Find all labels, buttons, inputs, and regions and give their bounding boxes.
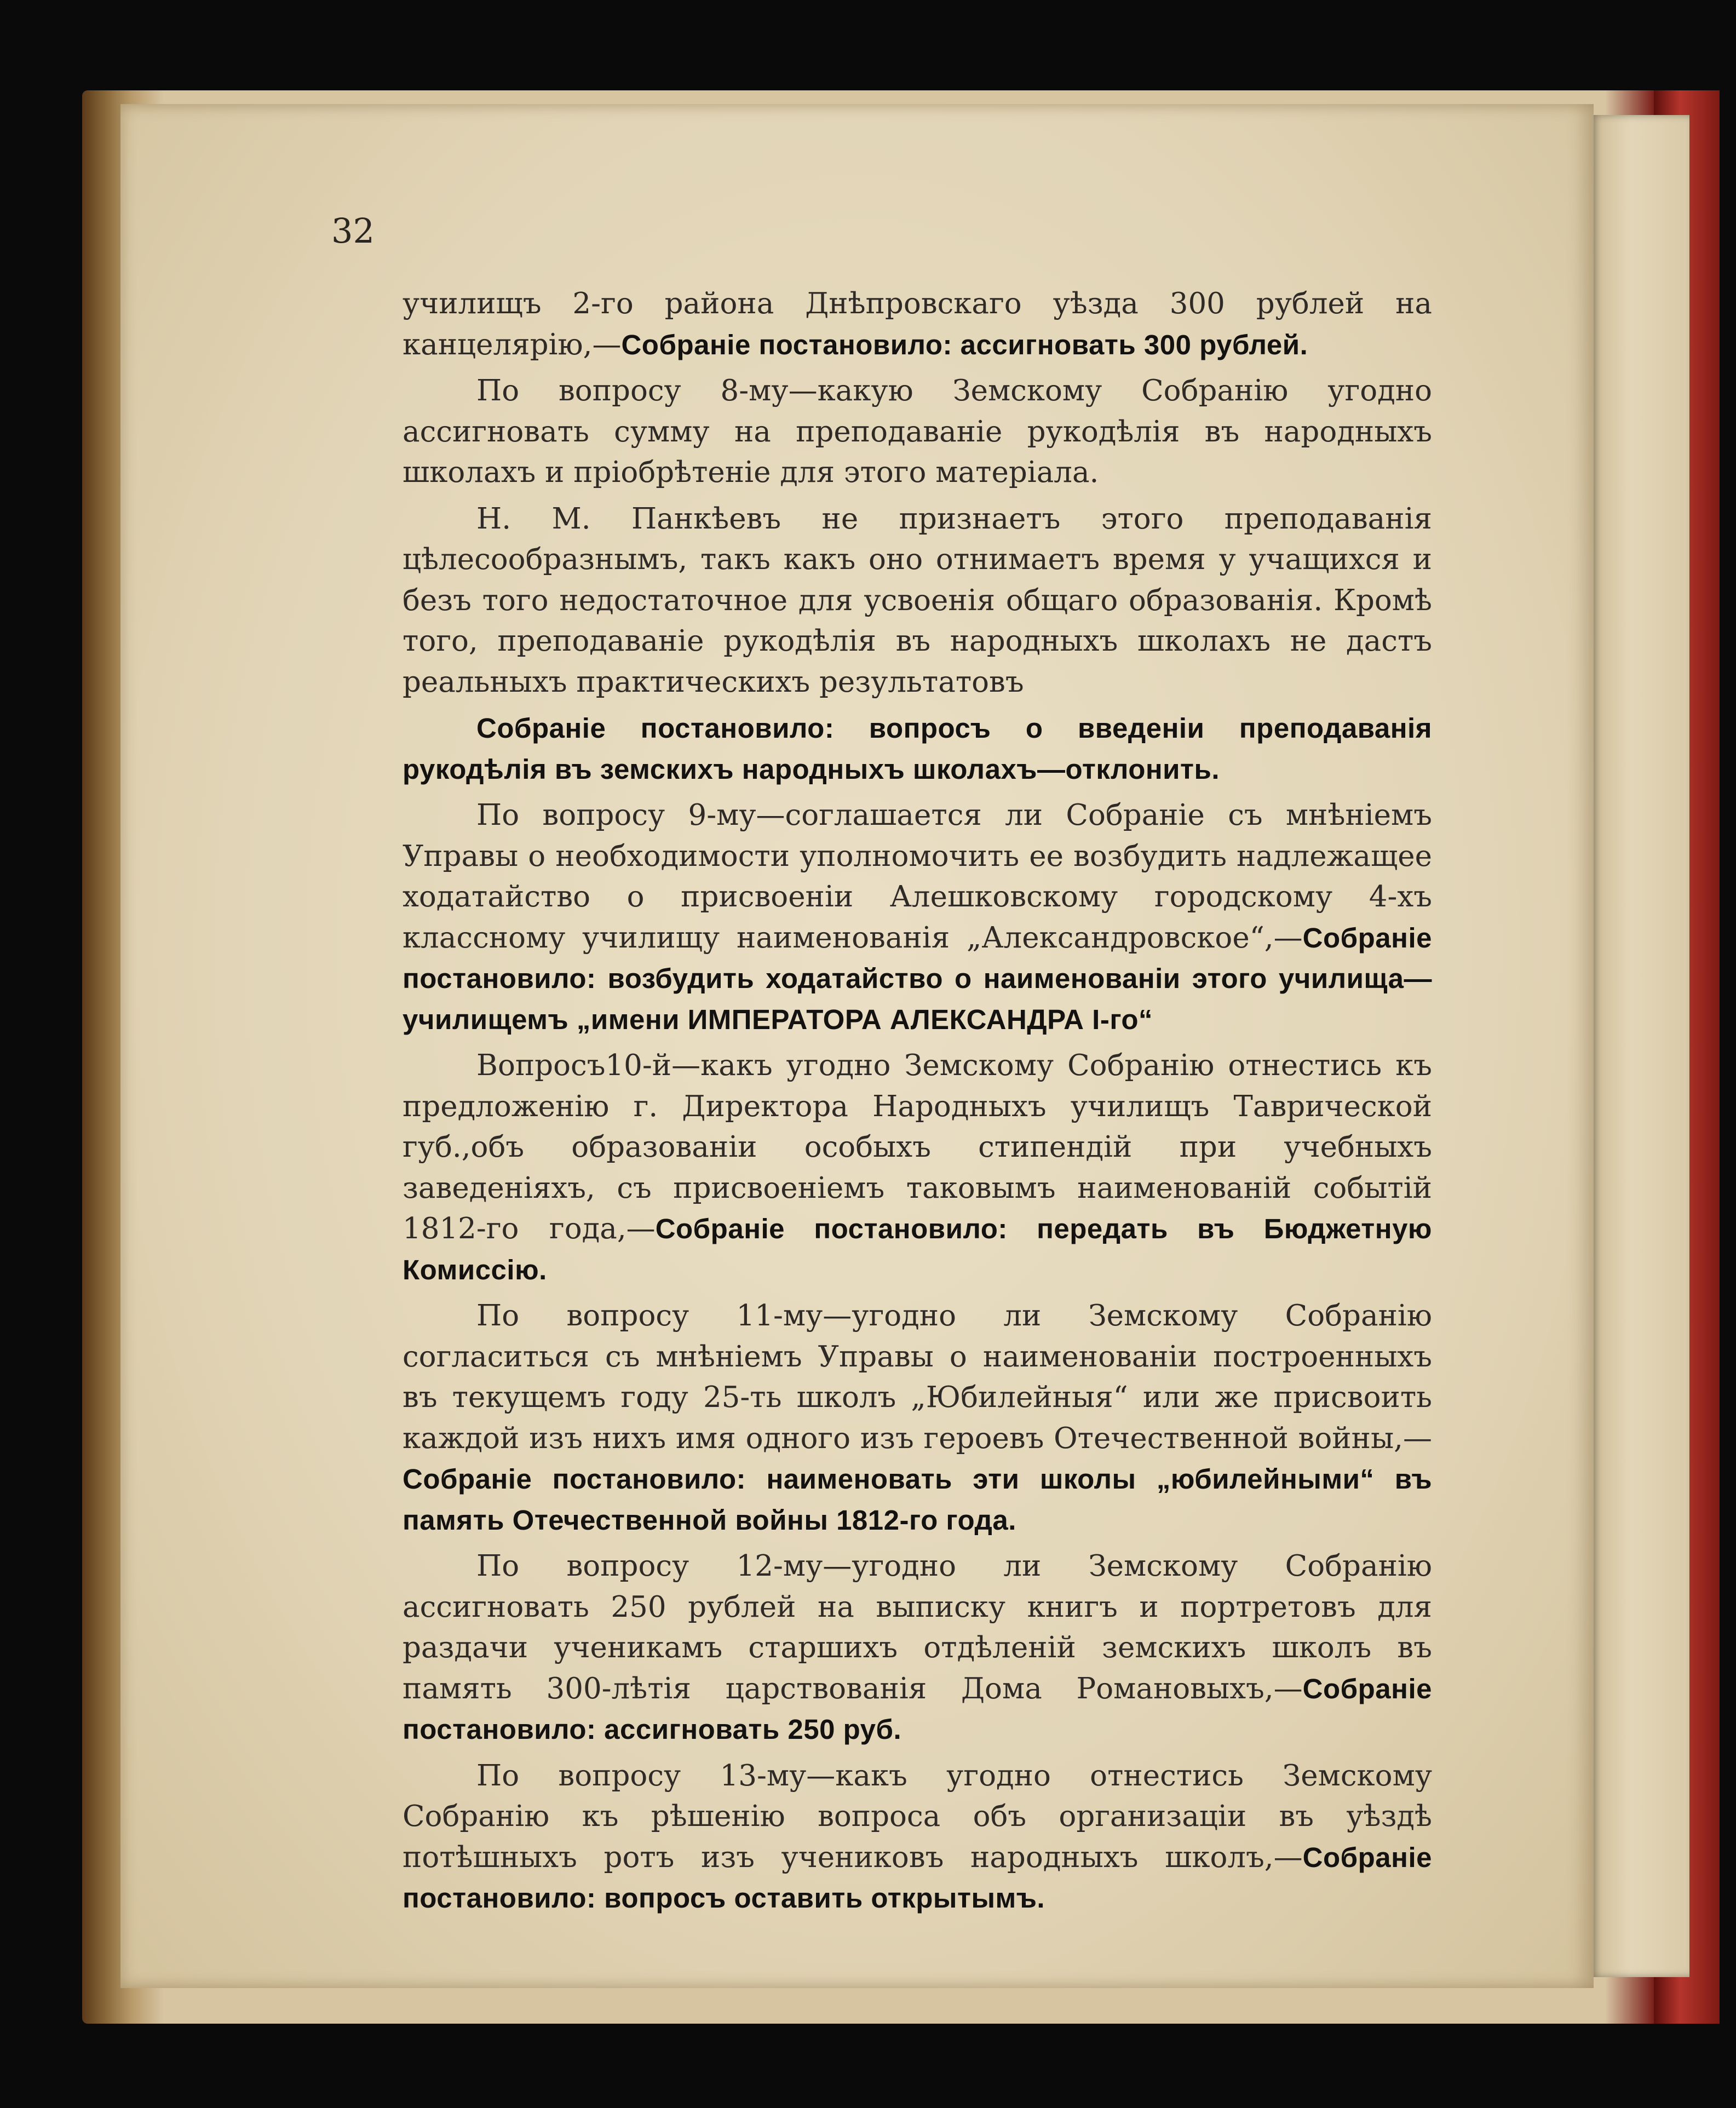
resolution-text: Собраніе постановило: вопросъ оставить открытымъ. (403, 1841, 1432, 1914)
paragraph-3 (403, 499, 1432, 703)
paragraph-8 (403, 1546, 1432, 1750)
resolution-text: Собраніе постановило: наименовать эти школы „юбилейными“ въ память Отечественной войны 1812-го года. (403, 1463, 1432, 1536)
resolution-text: Собраніе постановило: возбудить ходатайство о наименованіи этого училища—училищемъ „имени ИМПЕРАТОРА АЛЕКСАНДРА I-го“ (403, 922, 1432, 1035)
paragraph-6 (403, 1046, 1432, 1290)
paragraph-text: училищъ 2-го района Днѣпровскаго уѣзда 300 рублей на канцелярію,— (403, 287, 1432, 361)
paragraph-1 (403, 284, 1432, 365)
paragraph-text: По вопросу 13-му—какъ угодно отнестись Земскому Собранію къ рѣшенію вопроса объ организаціи въ уѣздѣ потѣшныхъ ротъ изъ учениковъ народныхъ школъ,— (403, 1759, 1432, 1874)
paragraph-text: По вопросу 9-му—соглашается ли Собраніе съ мнѣніемъ Управы о необходимости уполномочить ее возбудить надлежащее ходатайство о присвоеніи Алешковскому городскому 4-хъ классному училищу наименованія „Александровское“,— (403, 799, 1432, 955)
paragraph-9 (403, 1756, 1432, 1919)
paragraph-text: По вопросу 11-му—угодно ли Земскому Собранію согласиться съ мнѣніемъ Управы о наименованіи построенныхъ въ текущемъ году 25-ть школъ „Юбилейныя“ или же присвоить каждой изъ нихъ имя одного изъ героевъ Отечественной войны,— (403, 1299, 1432, 1455)
resolution-text: Собраніе постановило: передать въ Бюджетную Комиссію. (403, 1213, 1432, 1285)
paragraph-7 (403, 1296, 1432, 1541)
paragraph-text: Вопросъ10-й—какъ угодно Земскому Собранію отнестись къ предложенію г. Директора Народныхъ училищъ Таврической губ.,объ образованіи особыхъ стипендій при учебныхъ заведеніяхъ, съ присвоеніемъ таковымъ наименованій событій 1812-го года,— (403, 1049, 1432, 1245)
resolution-text: Собраніе постановило: ассигновать 300 рублей. (621, 329, 1308, 360)
paragraph-5 (403, 795, 1432, 1040)
paragraph-text: По вопросу 12-му—угодно ли Земскому Собранію ассигновать 250 рублей на выписку книгъ и портретовъ для раздачи ученикамъ старшихъ отдѣленій земскихъ школъ въ память 300-лѣтія царствованія Дома Романовыхъ,— (403, 1549, 1432, 1705)
facing-page-edge (1591, 115, 1689, 1977)
page-number: 32 (331, 211, 375, 251)
paragraph-text: Н. М. Панкѣевъ не признаетъ этого преподаванія цѣлесообразнымъ, такъ какъ оно отнимаетъ время у учащихся и безъ того недостаточное для усвоенія общаго образованія. Кромѣ того, преподаваніе рукодѣлія въ народныхъ школахъ не дастъ реальныхъ практическихъ результатовъ (403, 502, 1432, 699)
resolution-text: Собраніе постановило: ассигновать 250 руб. (403, 1673, 1432, 1745)
paragraph-4 (403, 708, 1432, 790)
resolution-text: Собраніе постановило: вопросъ о введеніи преподаванія рукодѣлія въ земскихъ народныхъ школахъ—отклонить. (403, 713, 1432, 785)
paragraph-2 (403, 371, 1432, 493)
page-text (403, 284, 1432, 1925)
paragraph-text: По вопросу 8-му—какую Земскому Собранію угодно ассигновать сумму на преподаваніе рукодѣлія въ народныхъ школахъ и пріобрѣтеніе для этого матеріала. (403, 374, 1432, 489)
